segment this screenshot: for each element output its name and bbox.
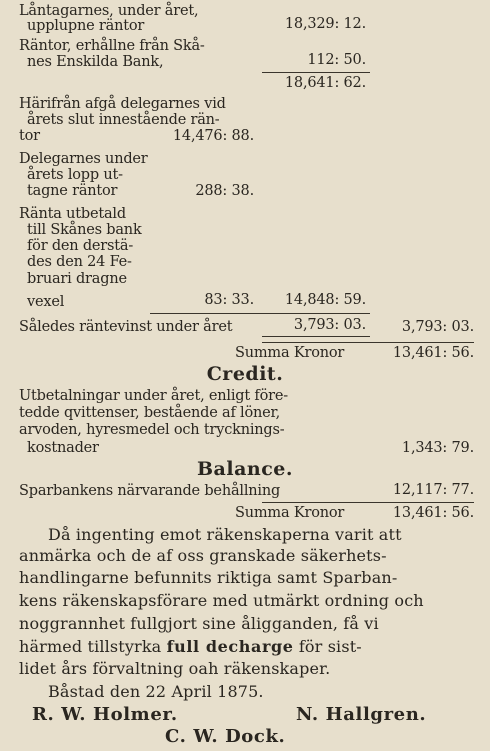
summa-value: 13,461: 56. <box>392 505 474 521</box>
statement-text: för sist- <box>298 637 362 656</box>
text-line: Ränta utbetald <box>19 206 126 222</box>
text-line: årets slut innestående rän- <box>27 112 220 128</box>
amount: 83: 33. <box>204 292 254 308</box>
statement-line: lidet års förvaltning oah räkenskaper. <box>19 659 331 678</box>
text-line: Räntor, erhållne från Skå- <box>19 38 205 54</box>
place-date: Båstad den 22 April 1875. <box>48 682 264 701</box>
text-line: Delegarnes under <box>19 151 148 167</box>
amount: 3,793: 03. <box>293 317 366 333</box>
amount: 112: 50. <box>307 52 366 68</box>
text-line: upplupne räntor <box>27 18 145 34</box>
text-line: vexel <box>27 294 65 310</box>
credit-heading: Credit. <box>206 363 284 385</box>
text-line: Således räntevinst under året <box>19 319 233 335</box>
sum-rule <box>262 336 370 337</box>
sum-rule <box>262 342 474 343</box>
amount: 14,848: 59. <box>284 292 366 308</box>
text-line: tagne räntor <box>27 183 118 199</box>
amount: 18,641: 62. <box>284 75 366 91</box>
statement-line: handlingarne befunnits riktiga samt Sparban- <box>19 568 398 587</box>
text-line: arvoden, hyresmedel och trycknings- <box>19 422 285 438</box>
signature: N. Hallgren. <box>296 704 427 725</box>
amount: 14,476: 88. <box>172 128 254 144</box>
sum-rule <box>262 502 474 503</box>
amount: 288: 38. <box>195 183 254 199</box>
statement-line: anmärka och de af oss granskade säkerhets- <box>19 546 387 565</box>
signature: C. W. Dock. <box>165 726 286 747</box>
summa-label: Summa Kronor <box>235 505 345 521</box>
balance-heading: Balance. <box>197 458 293 480</box>
statement-line: noggrannhet fullgjort sine åligganden, få vi <box>19 614 379 633</box>
text-line: Låntagarnes, under året, <box>19 3 199 19</box>
text-line: Sparbankens närvarande behållning <box>19 483 281 499</box>
sum-rule <box>150 313 370 314</box>
statement-emphasis: full decharge <box>166 637 294 656</box>
amount: 12,117: 77. <box>392 482 474 498</box>
amount: 1,343: 79. <box>401 440 474 456</box>
sum-rule <box>262 72 370 73</box>
amount: 18,329: 12. <box>284 16 366 32</box>
statement-line <box>19 636 362 657</box>
text-line: des den 24 Fe- <box>27 254 132 270</box>
text-line: kostnader <box>27 440 99 456</box>
amount: 3,793: 03. <box>401 319 474 335</box>
statement-text: härmed tillstyrka <box>19 637 162 656</box>
statement-line: Då ingenting emot räkenskaperna varit att <box>48 525 402 544</box>
text-line: för den derstä- <box>27 238 134 254</box>
summa-value: 13,461: 56. <box>392 345 474 361</box>
statement-line: kens räkenskapsförare med utmärkt ordning och <box>19 591 424 610</box>
text-line: till Skånes bank <box>27 222 142 238</box>
text-line: Utbetalningar under året, enligt före- <box>19 388 288 404</box>
text-line: nes Enskilda Bank, <box>27 54 164 70</box>
text-line: bruari dragne <box>27 271 127 287</box>
text-line: tor <box>19 128 40 144</box>
signature: R. W. Holmer. <box>32 704 178 725</box>
text-line: tedde qvittenser, bestående af löner, <box>19 405 281 421</box>
text-line: årets lopp ut- <box>27 167 123 183</box>
text-line: Härifrån afgå delegarnes vid <box>19 96 226 112</box>
summa-label: Summa Kronor <box>235 345 345 361</box>
